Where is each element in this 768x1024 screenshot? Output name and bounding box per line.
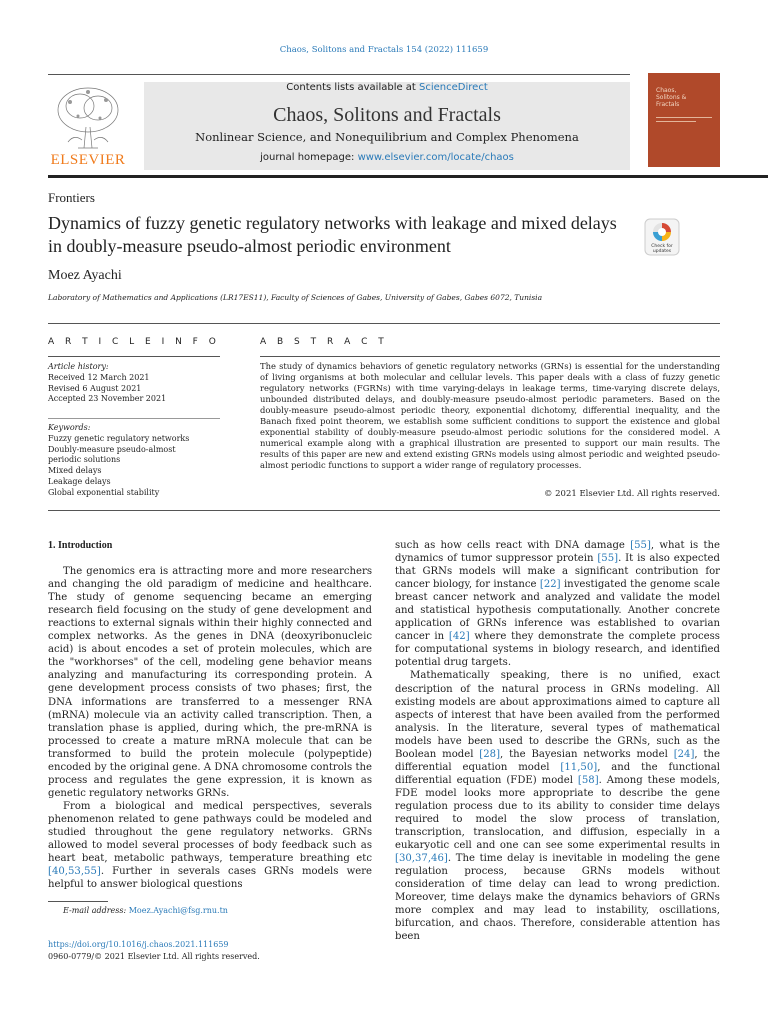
citation-link[interactable]: [55]	[597, 553, 619, 565]
abstract-copyright: © 2021 Elsevier Ltd. All rights reserved.	[543, 489, 720, 499]
article-section: Frontiers	[48, 190, 95, 205]
keywords	[48, 423, 208, 499]
history-label: Article history:	[48, 362, 109, 371]
check-for-updates-badge[interactable]	[644, 218, 680, 256]
citation-link[interactable]: [28]	[479, 748, 501, 760]
text: , and the functional differential equation (FDE) model	[395, 761, 721, 786]
keyword-item: Global exponential stability	[48, 487, 160, 497]
text: From a biological and medical perspectives, severals phenomenon related to gene pathways could be modeled and studied throughout the gene regulatory networks. GRNs allowed to model several processes of body feedback such as heart beat, metabolic pathways, temperature breathing etc	[48, 800, 372, 865]
author-affiliation: Laboratory of Mathematics and Applications (LR17ES11), Faculty of Sciences of Gabes, University of Gabes, Gabes 6072, Tunisia	[48, 293, 543, 302]
body-column-left	[48, 539, 372, 891]
text: . Among these models, FDE model looks more appropriate to describe the gene regulation process due to its ability to consider time delays required to model the slow process of translation, transcription, translocation, and diffusion, especially in a eukaryotic cell and one can see some experimental results in	[395, 774, 720, 852]
tree-icon	[48, 82, 128, 152]
text: , the differential equation model	[395, 748, 721, 773]
paragraph	[395, 539, 720, 669]
keyword-item: Mixed delays	[48, 466, 102, 476]
citation-link[interactable]: [30,37,46]	[395, 853, 448, 865]
crossmark-label: Check for updates	[651, 244, 673, 254]
keywords-label: Keywords:	[48, 423, 91, 432]
journal-name: Chaos, Solitons and Fractals	[273, 104, 501, 126]
text: . It is also expected that GRNs models will make a significant contribution for cancer biology, for instance	[395, 553, 720, 591]
cover-title: Chaos, Solitons & Fractals	[656, 87, 687, 108]
text: , what is the dynamics of tumor suppressor protein	[395, 540, 720, 565]
keyword-item: Fuzzy genetic regulatory networks	[48, 433, 190, 443]
citation-link[interactable]: [55]	[630, 540, 651, 551]
accepted-date: Accepted 23 November 2021	[48, 394, 167, 404]
citation-link[interactable]: [58]	[577, 774, 599, 786]
divider	[48, 356, 220, 357]
keyword-item: Leakage delays	[48, 476, 111, 486]
footnote-email	[63, 906, 228, 915]
text: . Further in severals cases GRNs models were helpful to answer biological questions	[48, 866, 372, 891]
contents-line	[144, 82, 630, 93]
elsevier-wordmark: ELSEVIER	[50, 152, 126, 168]
citation-link[interactable]: [11,50]	[560, 761, 598, 773]
text: . The time delay is inevitable in modeling the gene regulation process, because GRNs models without consideration of time delay can lead to wrong prediction. Moreover, time delays make the dynamics behaviors of GRNs more complex and may lead to instability, oscillations, bifurcation, and chaos. Therefore, considerable attention has been	[395, 853, 720, 943]
text: investigated the genome scale breast cancer network and analyzed and validate the model and statistical hypothesis computationally. Another concrete application of GRNs inference was established to ovarian cancer in	[395, 579, 720, 643]
elsevier-logo[interactable]	[48, 82, 128, 170]
issn-copyright: 0960-0779/© 2021 Elsevier Ltd. All rights reserved.	[48, 952, 260, 961]
journal-subtitle: Nonlinear Science, and Nonequilibrium and Complex Phenomena	[195, 130, 579, 144]
body-column-right	[395, 539, 720, 943]
text: where they demonstrate the complete process for computational systems in biology research, and identified potential drug targets.	[395, 631, 720, 669]
homepage-prefix: journal homepage:	[260, 152, 358, 163]
article-title: Dynamics of fuzzy genetic regulatory networks with leakage and mixed delays in doubly-measure pseudo-almost periodic environment	[48, 213, 617, 256]
footnote-rule	[48, 901, 108, 902]
header-bottom-rule	[48, 175, 768, 178]
paragraph	[395, 669, 720, 943]
contents-prefix: Contents lists available at	[286, 82, 420, 93]
divider	[48, 510, 720, 511]
abstract-heading: A B S T R A C T	[260, 337, 388, 347]
paragraph	[48, 800, 372, 891]
text: , the Bayesian networks model	[500, 748, 674, 760]
divider	[48, 418, 220, 419]
text: such as how cells react with DNA damage	[395, 540, 631, 551]
journal-cover-image[interactable]	[648, 73, 720, 167]
email-link[interactable]: Moez.Ayachi@fsg.rnu.tn	[128, 906, 228, 915]
author-name[interactable]: Moez Ayachi	[48, 268, 122, 283]
received-date: Received 12 March 2021	[48, 372, 150, 382]
doi-link[interactable]	[48, 940, 229, 949]
cover-decor	[656, 121, 696, 122]
citation-link[interactable]: [22]	[539, 579, 561, 591]
keyword-item: Doubly-measure pseudo-almost periodic solutions	[48, 444, 176, 465]
journal-citation[interactable]: Chaos, Solitons and Fractals 154 (2022) 111659	[279, 45, 489, 55]
text: Mathematically speaking, there is no unified, exact description of the natural process in GRNs modeling. All existing models are about approximations aimed to capture all aspects of interest that have been availed from the performed analysis. In the literature, several types of mathematical models have been used to describe the GRNs, such as the Boolean model	[395, 670, 720, 760]
sciencedirect-link[interactable]: ScienceDirect	[419, 82, 488, 93]
homepage-link[interactable]: www.elsevier.com/locate/chaos	[357, 152, 514, 163]
citation-link[interactable]: [40,53,55]	[48, 866, 101, 878]
revised-date: Revised 6 August 2021	[48, 383, 142, 393]
section-heading: 1. Introduction	[48, 540, 113, 551]
journal-header	[48, 74, 630, 174]
abstract-text: The study of dynamics behaviors of genetic regulatory networks (GRNs) is essential for the understanding of living organisms at both molecular and cellular levels. This paper deals with a class of fuzzy genetic regulatory networks (FGRNs) with time varying-delays in leakage terms, time-varying discrete delays, unbounded distributed delays, and doubly-measure pseudo-almost periodic parameters. Based on the doubly-measure pseudo-almost periodic theory, exponential dichotomy, differential inequality, and the Banach fixed point theorem, we establish some sufficient conditions to support the existence and global exponential stability of doubly-measure pseudo-almost periodic solutions for the considered model. A numerical example along with a graphical illustration are presented to support our main results. The results of this paper are new and extend existing GRNs models using almost periodic and weighted pseudo-almost periodic functions to support a wider range of regulatory processes.	[260, 361, 720, 470]
article-info-heading: A R T I C L E I N F O	[48, 337, 220, 347]
header-top-rule	[48, 74, 630, 75]
divider	[48, 323, 720, 324]
journal-homepage	[144, 152, 630, 163]
citation-link[interactable]: [24]	[673, 748, 695, 760]
email-label: E-mail address:	[63, 906, 129, 915]
divider	[260, 356, 720, 357]
article-history	[48, 362, 220, 405]
doi-text[interactable]: https://doi.org/10.1016/j.chaos.2021.111659	[48, 940, 229, 949]
cover-decor	[656, 117, 712, 118]
paragraph: The genomics era is attracting more and more researchers and changing the old paradigm of medicine and healthcare. The study of genome sequencing became an emerging research field focusing on the study of gene development and reactions to external signals within their highly connected and complex networks. As the genes in DNA (deoxyribonucleic acid) is about encodes a set of protein molecules, which are the "workhorses" of the cell, modeling gene behavior means analyzing and manufacturing its corresponding protein. A gene development process consists of two phases; first, the DNA informations are transferred to a messenger RNA (mRNA) molecule via an activity called transcription. Then, a translation phase is applied, during which, the pre-mRNA is processed to create a mature mRNA molecule that can be transformed to build the protein molecule (polypeptide) encoded by the original gene. A DNA chromosome controls the process and regulates the gene expression, it is known as genetic regulatory networks GRNs.	[48, 566, 372, 799]
citation-link[interactable]: [42]	[448, 631, 470, 643]
